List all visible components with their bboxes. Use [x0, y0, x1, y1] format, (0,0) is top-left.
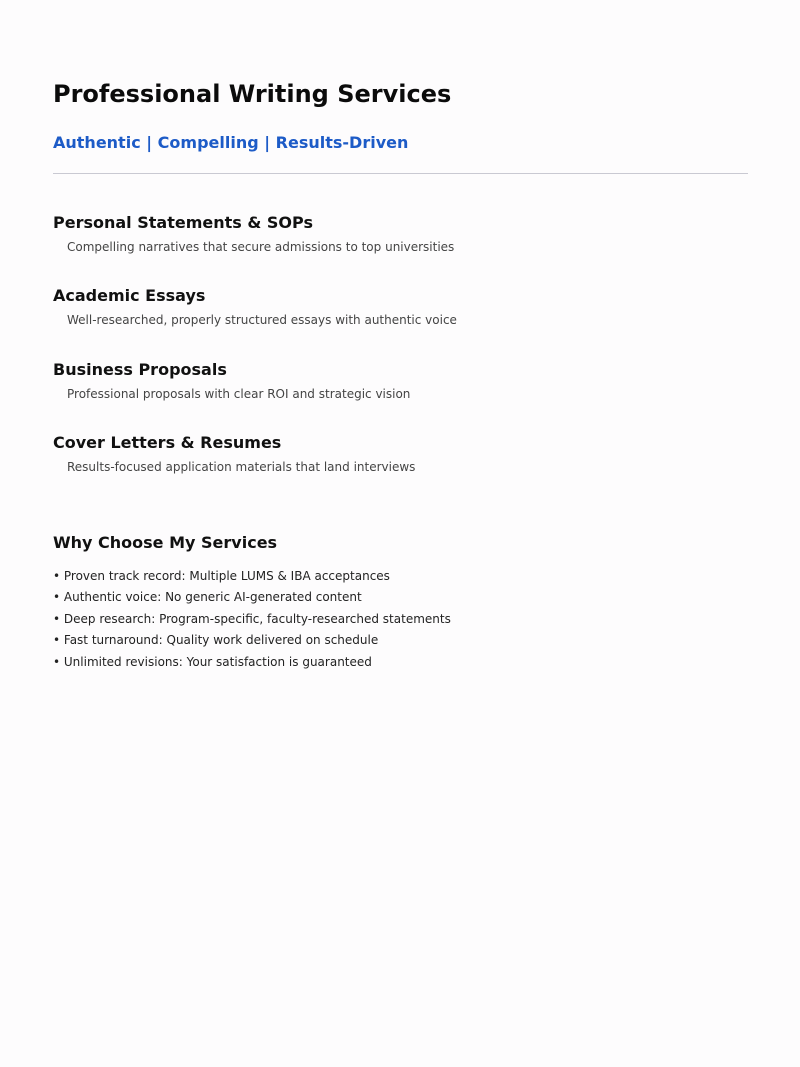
service-description: Compelling narratives that secure admissions to top universities	[67, 240, 455, 254]
list-item: • Unlimited revisions: Your satisfaction is guaranteed	[53, 654, 372, 669]
page-title: Professional Writing Services	[53, 80, 452, 108]
list-item: • Deep research: Program-specific, faculty-researched statements	[53, 611, 451, 626]
service-title: Cover Letters & Resumes	[53, 433, 282, 452]
why-choose-heading: Why Choose My Services	[53, 533, 278, 552]
service-cover-letters	[53, 433, 748, 475]
tagline: Authentic | Compelling | Results-Driven	[53, 133, 409, 152]
service-description: Results-focused application materials that land interviews	[67, 460, 416, 474]
why-choose-list	[53, 566, 451, 673]
list-item: • Authentic voice: No generic AI-generated content	[53, 590, 362, 605]
service-academic-essays	[53, 286, 748, 328]
divider	[53, 173, 748, 174]
list-item: • Proven track record: Multiple LUMS & IBA acceptances	[53, 569, 390, 583]
service-description: Well-researched, properly structured essays with authentic voice	[67, 313, 457, 327]
list-item: • Fast turnaround: Quality work delivered on schedule	[53, 633, 379, 648]
service-title: Personal Statements & SOPs	[53, 213, 313, 232]
service-title: Academic Essays	[53, 286, 206, 305]
service-personal-statements	[53, 213, 748, 255]
service-description: Professional proposals with clear ROI and strategic vision	[67, 387, 411, 401]
service-title: Business Proposals	[53, 360, 227, 379]
service-business-proposals	[53, 360, 748, 402]
